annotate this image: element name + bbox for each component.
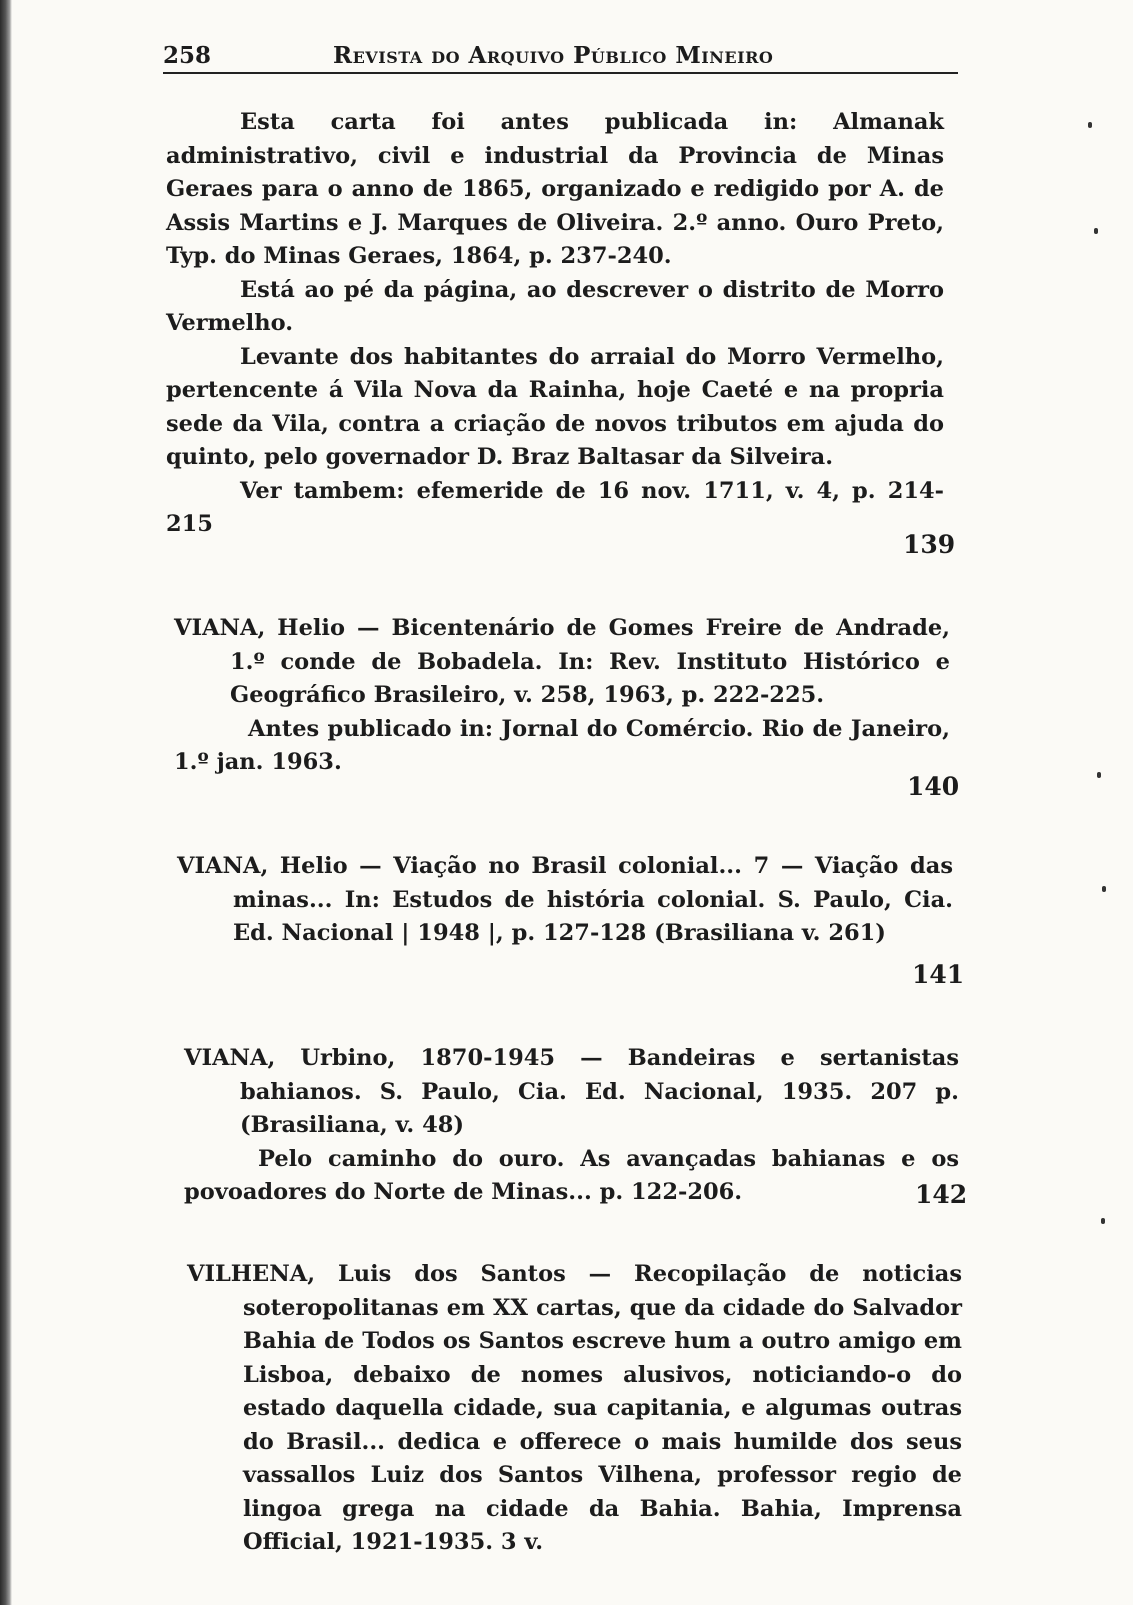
scan-speck — [1094, 228, 1098, 234]
entry-note: Antes publicado in: Jornal do Comércio. Rio de Janeiro, 1.º jan. 1963. — [174, 715, 950, 775]
bibliography-entry — [177, 850, 953, 951]
entry-138-continuation — [166, 106, 944, 542]
scan-speck — [1101, 1218, 1105, 1224]
entry-citation: VIANA, Urbino, 1870-1945 — Bandeiras e sertanistas bahianos. S. Paulo, Cia. Ed. Nacional, 1935. 207 p. (Brasiliana, v. 48) — [184, 1045, 959, 1138]
bibliography-entry — [184, 1042, 959, 1210]
page-number: 258 — [163, 42, 212, 69]
entry-citation: VIANA, Helio — Bicentenário de Gomes Freire de Andrade, 1.º conde de Bobadela. In: Rev. Instituto Histórico e Geográfico Brasileiro, v. 258, 1963, p. 222-225. — [174, 615, 950, 708]
paragraph: Esta carta foi antes publicada in: Almanak administrativo, civil e industrial da Provincia de Minas Geraes para o anno de 1865, organizado e redigido por A. de Assis Martins e J. Marques de Oliveira. 2.º anno. Ouro Preto, Typ. do Minas Geraes, 1864, p. 237-240. — [166, 109, 944, 269]
book-spine-shadow — [0, 0, 12, 1605]
entry-number: 142 — [915, 1180, 968, 1209]
entry-number: 140 — [907, 772, 960, 801]
paragraph: Ver tambem: efemeride de 16 nov. 1711, v. 4, p. 214-215 — [166, 477, 944, 537]
entry-number: 141 — [912, 960, 965, 989]
scan-speck — [1088, 122, 1092, 128]
running-title: Revista do Arquivo Público Mineiro — [333, 42, 774, 69]
scan-speck — [1102, 886, 1106, 892]
bibliography-entry — [187, 1258, 962, 1560]
paragraph: Está ao pé da página, ao descrever o distrito de Morro Vermelho. — [166, 276, 944, 336]
entry-number: 139 — [903, 530, 956, 559]
entry-note: Pelo caminho do ouro. As avançadas bahianas e os povoadores do Norte de Minas... p. 122-206. — [184, 1145, 959, 1205]
paragraph: Levante dos habitantes do arraial do Morro Vermelho, pertencente á Vila Nova da Rainha, hoje Caeté e na propria sede da Vila, contra a criação de novos tributos em ajuda do quinto, pelo governador D. Braz Baltasar da Silveira. — [166, 343, 944, 470]
page-header — [163, 40, 958, 74]
entry-citation: VIANA, Helio — Viação no Brasil colonial... 7 — Viação das minas... In: Estudos de história colonial. S. Paulo, Cia. Ed. Nacional | 1948 |, p. 127-128 (Brasiliana v. 261) — [177, 853, 953, 946]
entry-citation: VILHENA, Luis dos Santos — Recopilação de noticias soteropolitanas em XX cartas, que da cidade do Salvador Bahia de Todos os Santos escreve hum a outro amigo em Lisboa, debaixo de nomes alusivos, noticiando-o do estado daquella cidade, sua capitania, e algumas outras do Brasil... dedica e offerece o mais humilde dos seus vassallos Luiz dos Santos Vilhena, professor regio de lingoa grega na cidade da Bahia. Bahia, Imprensa Official, 1921-1935. 3 v. — [187, 1261, 962, 1555]
scan-speck — [1097, 772, 1101, 778]
bibliography-entry — [174, 612, 950, 780]
